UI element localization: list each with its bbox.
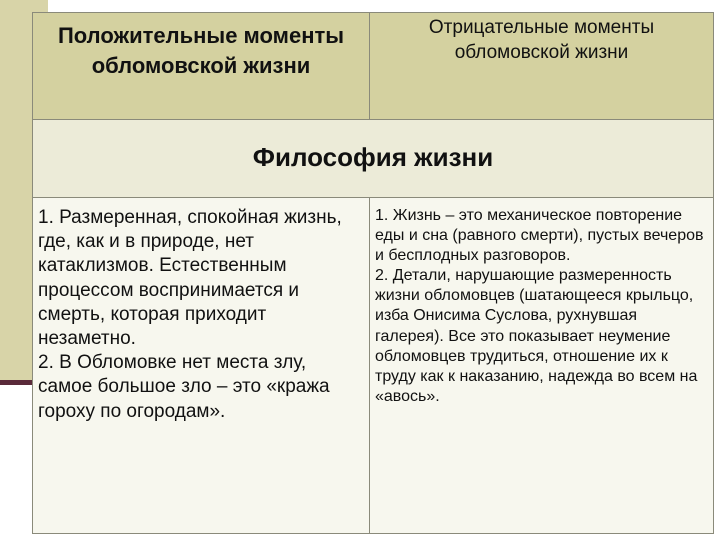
negative-cell [370,198,714,534]
header-row [33,13,714,120]
comparison-table [32,12,714,534]
positive-item-1: 1. Размеренная, спокойная жизнь, где, как и в природе, нет катаклизмов. Естественным процессом воспринимается и смерть, которая приходит незаметно. [38,207,342,350]
content-row [33,198,714,534]
section-row [33,120,714,198]
header-negative: Отрицательные моменты обломовской жизни [370,13,714,120]
negative-item-2: 2. Детали, нарушающие размеренность жизни обломовцев (шатающееся крыльцо, изба Онисима Суслова, рухнувшая галерея). Все это показывает неумение обломовцев трудиться, отношение их к труду как к наказанию, надежда во всем на «авось». [375,267,698,405]
positive-item-2: 2. В Обломовке нет места злу, самое большое зло – это «кража гороху по огородам». [38,352,330,422]
negative-item-1: 1. Жизнь – это механическое повторение еды и сна (равного смерти), пустых вечеров и бесплодных разговоров. [375,207,704,265]
section-title: Философия жизни [33,120,714,198]
header-positive: Положительные моменты обломовской жизни [33,13,370,120]
positive-cell [33,198,370,534]
